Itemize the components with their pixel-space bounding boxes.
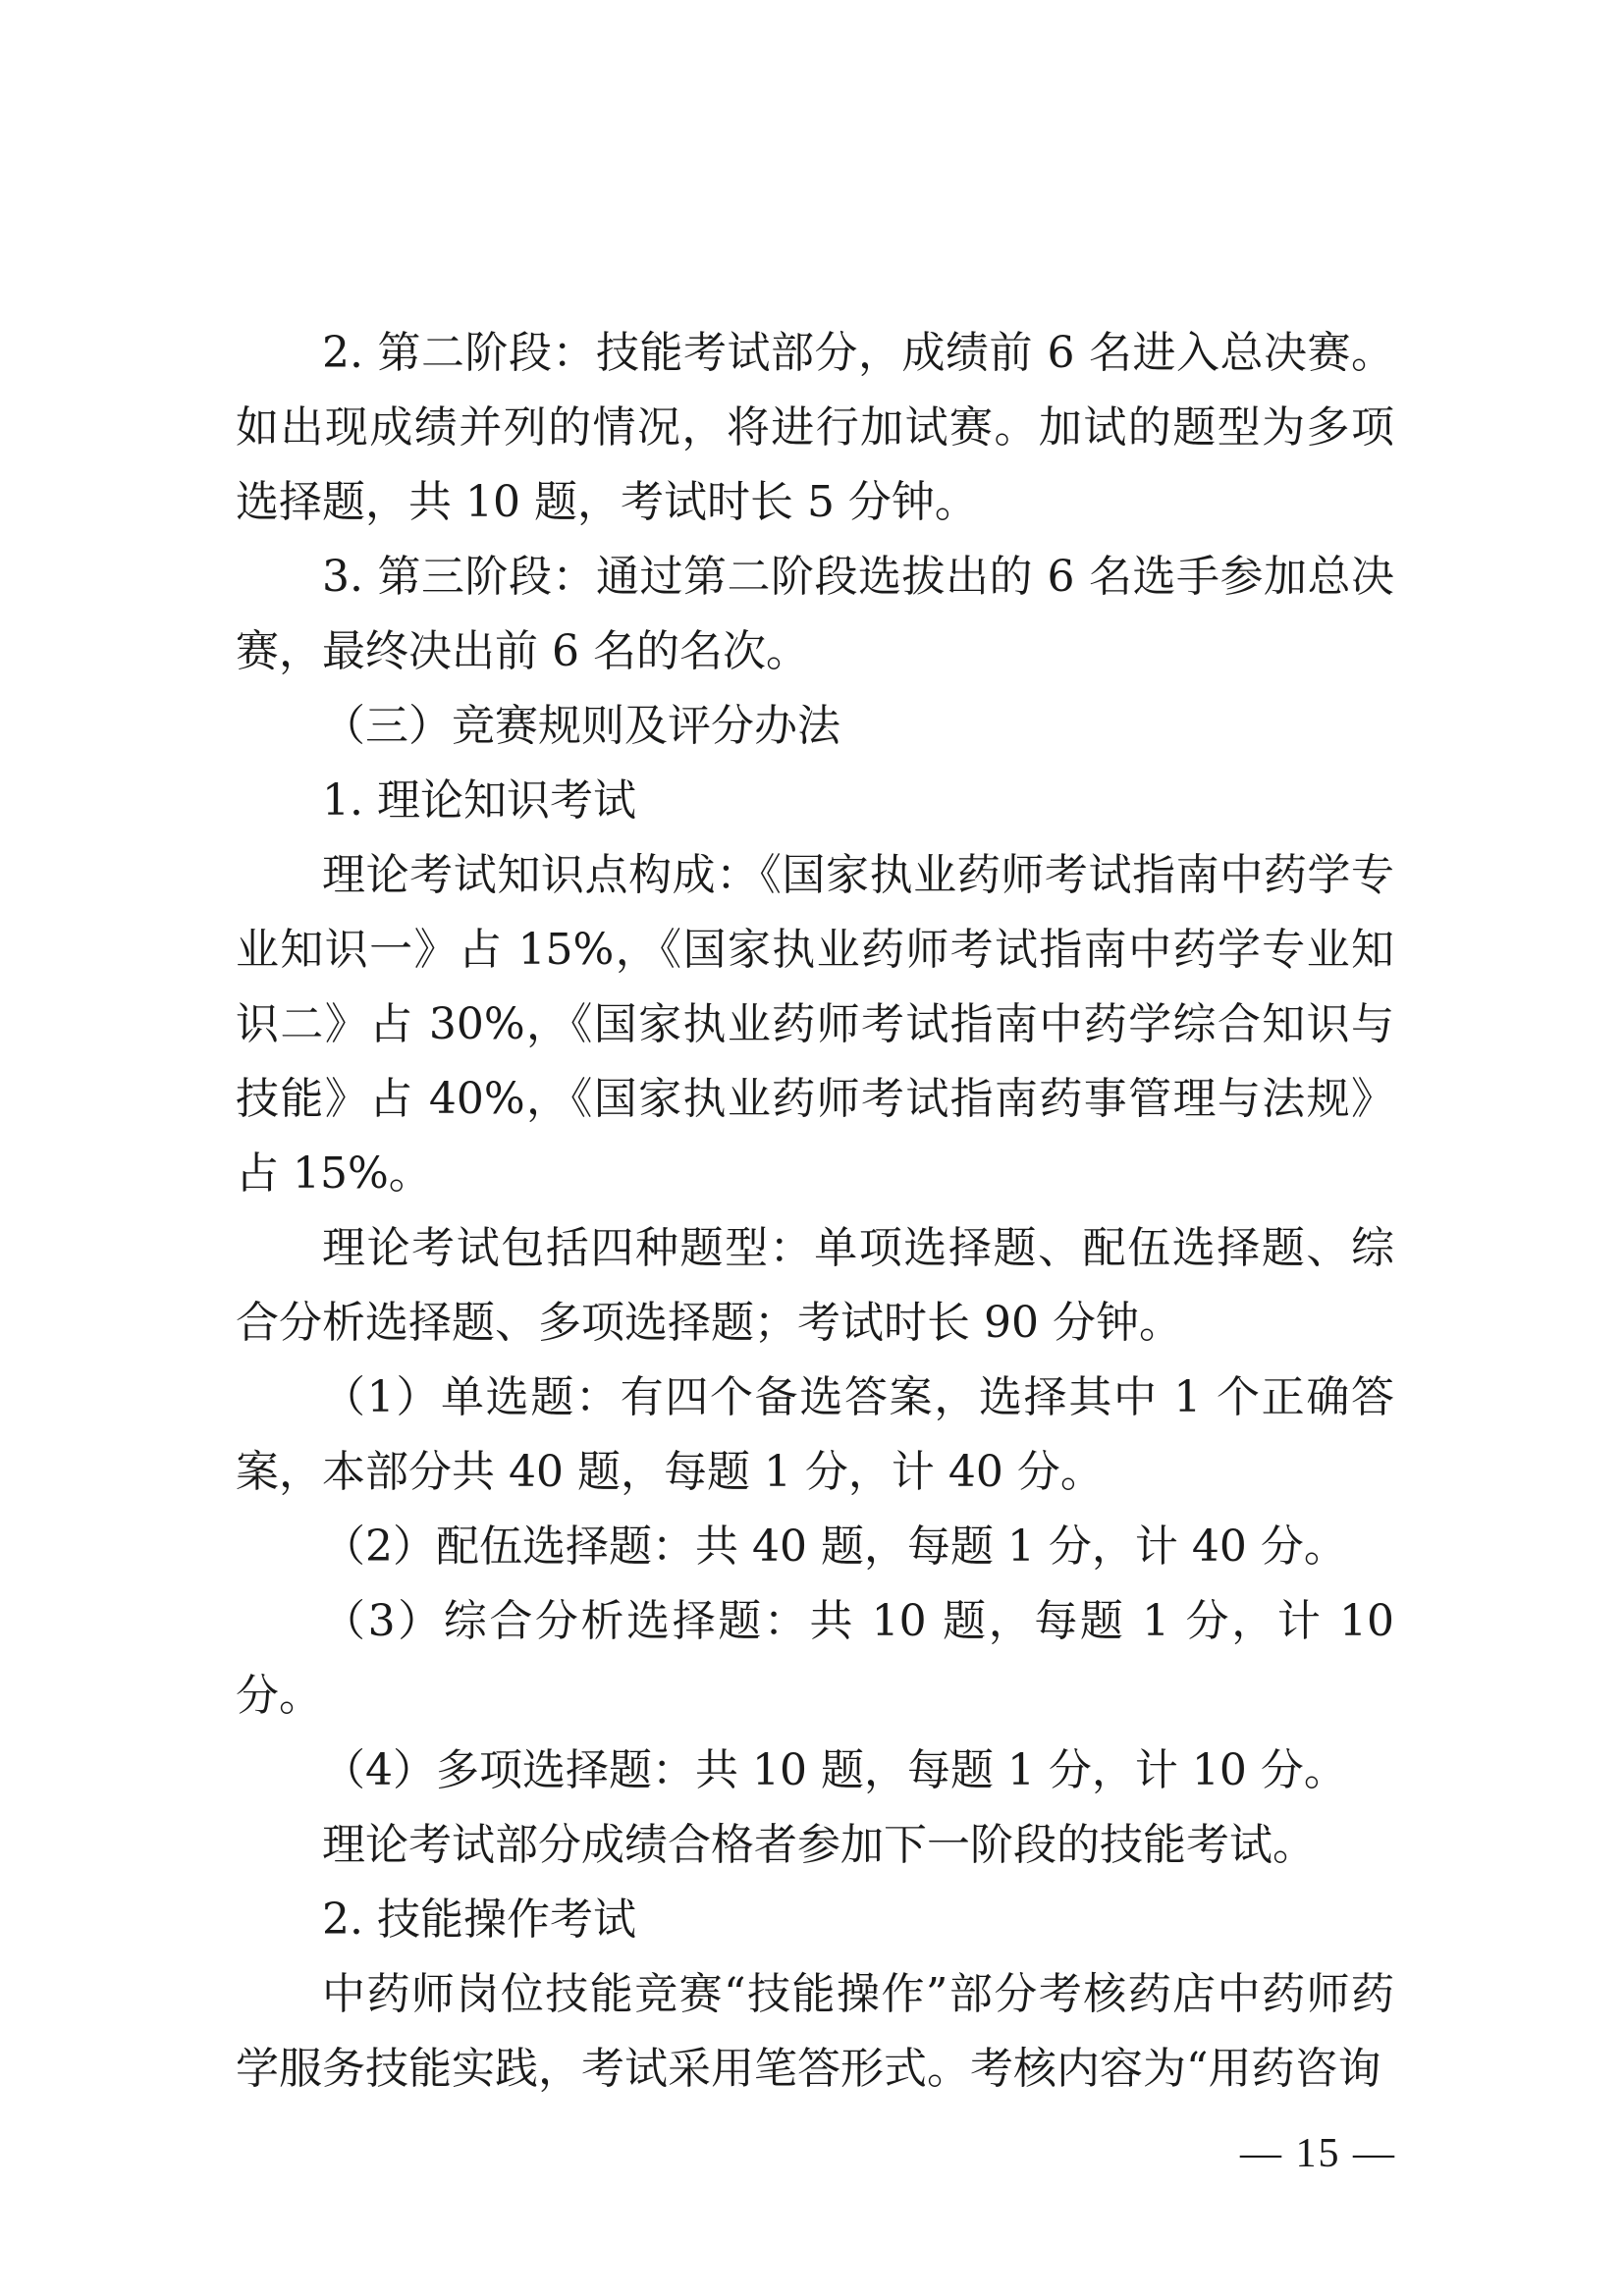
subheading-skill-exam: 2. 技能操作考试: [322, 1895, 636, 1945]
item-matching-choice: （2）配伍选择题：共 40 题，每题 1 分，计 40 分。: [322, 1522, 1347, 1572]
paragraph-knowledge-composition: 理论考试知识点构成：《国家执业药师考试指南中药学专业知识一》占 15%，《国家执业药师考试指南中药学专业知识二》占 30%，《国家执业药师考试指南中药学综合知识与技能》占 40%，《国家执业药师考试指南药事管理与法规》占 15%。: [236, 850, 1394, 1199]
body-text: [236, 316, 1394, 2107]
paragraph-question-types: 理论考试包括四种题型：单项选择题、配伍选择题、综合分析选择题、多项选择题；考试时长 90 分钟。: [236, 1223, 1394, 1348]
paragraph-skill-description: 中药师岗位技能竞赛“技能操作”部分考核药店中药师药学服务技能实践，考试采用笔答形式。考核内容为“用药咨询: [236, 1969, 1394, 2094]
subheading-theory-exam: 1. 理论知识考试: [322, 775, 636, 826]
paragraph-qualification: 理论考试部分成绩合格者参加下一阶段的技能考试。: [322, 1820, 1316, 1870]
item-single-choice: （1）单选题：有四个备选答案，选择其中 1 个正确答案，本部分共 40 题，每题 1 分，计 40 分。: [236, 1372, 1394, 1497]
item-multiple-choice: （4）多项选择题：共 10 题，每题 1 分，计 10 分。: [322, 1745, 1347, 1795]
item-comprehensive-choice: （3）综合分析选择题：共 10 题，每题 1 分，计 10 分。: [236, 1596, 1394, 1721]
page-number: — 15 —: [1240, 2131, 1396, 2176]
paragraph-stage-two: 2. 第二阶段：技能考试部分，成绩前 6 名进入总决赛。如出现成绩并列的情况，将进行加试赛。加试的题型为多项选择题，共 10 题，考试时长 5 分钟。: [236, 328, 1394, 527]
section-heading-rules: （三）竞赛规则及评分办法: [322, 701, 840, 751]
paragraph-stage-three: 3. 第三阶段：通过第二阶段选拔出的 6 名选手参加总决赛，最终决出前 6 名的名次。: [236, 552, 1394, 676]
